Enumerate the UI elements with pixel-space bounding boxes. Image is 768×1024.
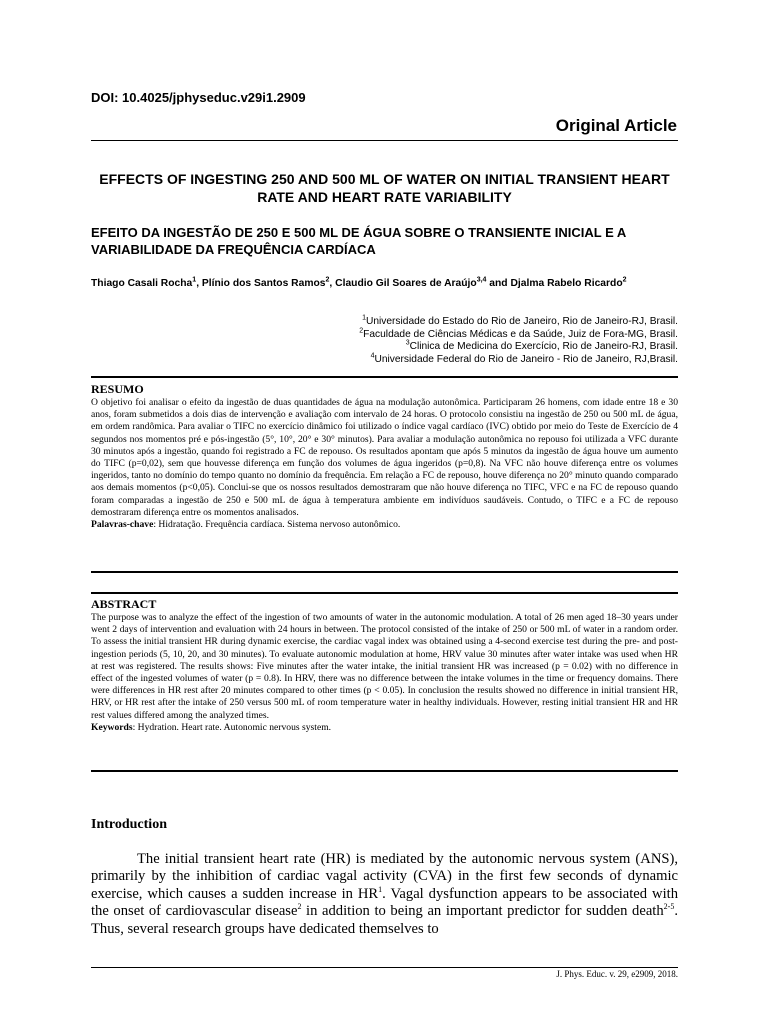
journal-citation: J. Phys. Educ. v. 29, e2909, 2018. bbox=[556, 969, 678, 979]
title-portuguese: EFEITO DA INGESTÃO DE 250 E 500 ML DE ÁGUA SOBRE O TRANSIENTE INICIAL E A VARIABILIDADE DA FREQUÊNCIA CARDÍACA bbox=[91, 225, 626, 257]
article-type: Original Article bbox=[555, 116, 677, 135]
affiliation: $^3$Clinica de Medicina do Exercício, Rio de Janeiro-RJ, Brasil. bbox=[405, 339, 678, 352]
abstract-heading: ABSTRACT bbox=[91, 597, 157, 611]
author: Thiago Casali Rocha$^1$, bbox=[91, 276, 202, 289]
affiliation: $^4$Universidade Federal do Rio de Janeiro - Rio de Janeiro, RJ,Brasil. bbox=[370, 352, 678, 365]
author-list bbox=[91, 277, 681, 290]
resumo-section bbox=[91, 376, 678, 573]
author: Claudio Gil Soares de Araújo$^{3,4}$ and bbox=[335, 276, 511, 289]
affiliation: $^1$Universidade do Estado do Rio de Janeiro, Rio de Janeiro-RJ, Brasil. bbox=[362, 314, 678, 327]
resumo-heading: RESUMO bbox=[91, 382, 144, 396]
abstract-keywords: Keywords: Hydration. Heart rate. Autonomic nervous system. bbox=[91, 721, 332, 733]
title-english: EFFECTS OF INGESTING 250 AND 500 ML OF WATER ON INITIAL TRANSIENT HEART RATE AND HEART RATE VARIABILITY bbox=[99, 171, 670, 205]
resumo-body: O objetivo foi analisar o efeito da ingestão de duas quantidades de água na modulação autonômica. Participaram 26 homens, com idade entre 18 e 30 anos, foram submetidos a dois dias de intervenção e avaliação com intervalo de 24 horas. O protocolo consistiu na ingestão de 250 ou 500 mL de água, em ordem randômica. Para avaliar o TIFC no exercício dinâmico foi utilizado o índice vagal cardíaco (IVC) obtido por meio do Teste de Exercício de 4 segundos nos momentos pré e pós-ingestão (5°, 10°, 20° e 30° minutos). Para avaliar a modulação autonômica no repouso foi utilizada a VFC durante 30 minutos após a ingestão, quando foi registrado a FC de repouso. Os resultados apontam que após 5 minutos da ingestão de água houve um aumento do TIFC (p=0,02), sem que houvesse diferença em função dos volumes de água ingeridos (p=0,8). Na VFC não houve diferença entre os volumes ingeridos, tanto no domínio do tempo quanto no domínio da frequência. Em relação a FC de repouso, houve diferença no 20° minuto quando comparado aos demais momentos (p<0,05). Conclui-se que os nossos resultados demostraram que não houve diferença no TIFC, VFC e na FC de repouso quando foram comparadas a ingestão de 250 e 500 mL de água à temperatura ambiente em indivíduos saudáveis. Contudo, o TIFC e a FC de repouso demostraram diferença entre os momentos analisados. bbox=[91, 397, 678, 518]
doi: DOI: 10.4025/jphyseduc.v29i1.2909 bbox=[91, 90, 306, 105]
header-rule bbox=[91, 140, 678, 141]
introduction-paragraph: The initial transient heart rate (HR) is mediated by the autonomic nervous system (ANS), primarily by the inhibition of cardiac vagal activity (CVA) in the first few seconds of dynamic exercise, which causes a sudden increase in $HR^1$. Vagal dysfunction appears to be associated with the onset of cardiovascular disease$^2$ in addition to being an important predictor for sudden death$^{2-5}$. Thus, several research groups have dedicated themselves to bbox=[91, 851, 678, 937]
author: Plínio dos Santos Ramos$^2$, bbox=[201, 276, 336, 289]
abstract-section bbox=[91, 592, 678, 772]
introduction-heading: Introduction bbox=[91, 817, 167, 832]
abstract-body: The purpose was to analyze the effect of the ingestion of two amounts of water in the autonomic modulation. A total of 26 men aged 18–30 years under went 2 days of intervention and evaluation with 24 hours in between. The protocol consisted of the intake of 250 or 500 mL of water in a random order. To assess the initial transient HR during dynamic exercise, the cardiac vagal index was obtained using a 4-second exercise test during the pre- and post-ingestion periods (5, 10, 20, and 30 minutes). To evaluate autonomic modulation at home, HRV value 30 minutes after water intake was used when HR at rest was registered. The results shows: Five minutes after the water intake, the initial transient HR was increased (p = 0.02) with no difference in effect of the ingested volumes of water (p = 0.8). In HRV, there was no difference between the intake volumes in the time or frequency domains. There were differences in HR rest after 20 minutes compared to other times (p < 0.05). In conclusion the results showed no difference in initial transient HR, HRV, or HR rest after the intake of 250 versus 500 mL of room temperature water in healthy individuals. However, resting initial transient HR and HR rest values differed among the analyzed times. bbox=[91, 612, 678, 721]
resumo-keywords: Palavras-chave: Hidratação. Frequência cardíaca. Sistema nervoso autonômico. bbox=[91, 519, 401, 531]
footer-rule bbox=[91, 967, 678, 968]
author: Djalma Rabelo Ricardo$^2$ bbox=[510, 276, 627, 289]
affiliation-list bbox=[359, 316, 678, 366]
affiliation: $^2$Faculdade de Ciências Médicas e da Saúde, Juiz de Fora-MG, Brasil. bbox=[359, 327, 678, 340]
